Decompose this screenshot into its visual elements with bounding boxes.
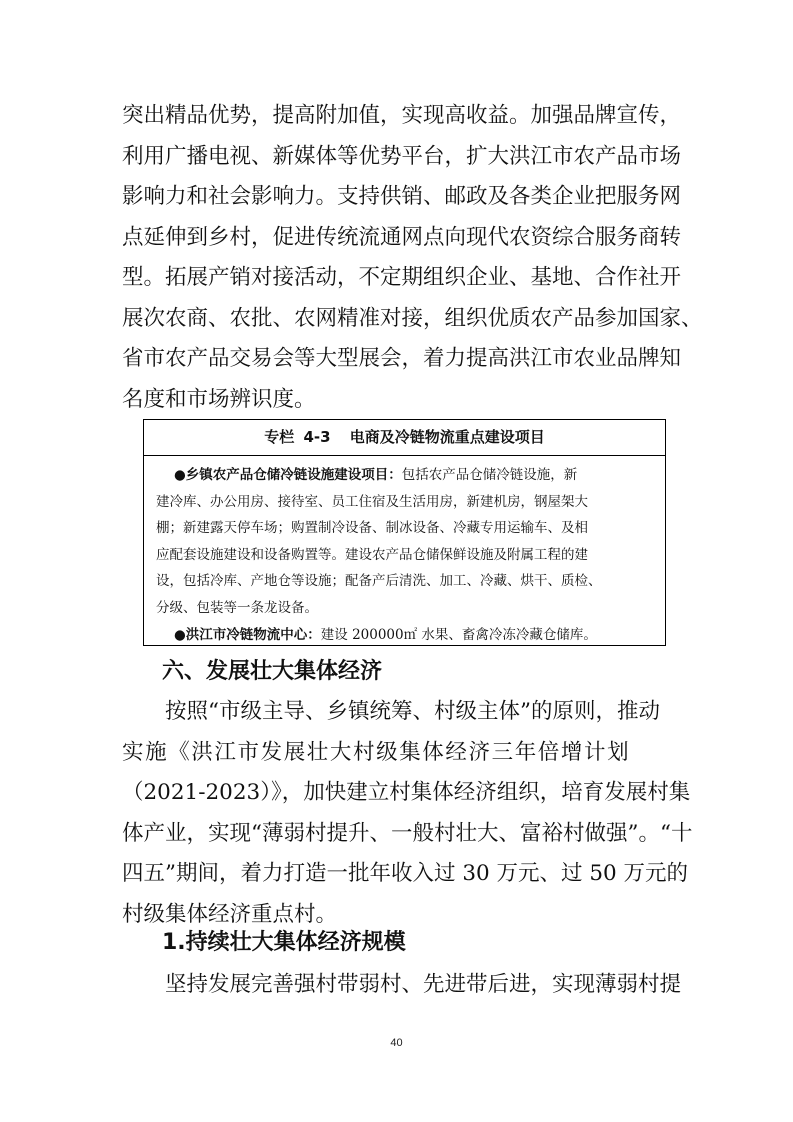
project-item-line: 建冷库、办公用房、接待室、员工住宿及生活用房，新建机房，钢屋架大 <box>156 493 588 510</box>
text-line: 点延伸到乡村，促进传统流通网点向现代农资综合服务商转 <box>122 224 682 250</box>
project-item-second <box>156 622 655 649</box>
text-line: 突出精品优势，提高附加值，实现高收益。加强品牌宣传， <box>122 103 682 128</box>
project-item-line: 应配套设施建设和设备购置等。建设农产品仓储保鲜设施及附属工程的建 <box>156 546 588 563</box>
paragraph-collective-economy <box>122 692 693 935</box>
paragraph-strong-village <box>122 965 682 1006</box>
page-number: 40 <box>390 1037 403 1049</box>
project-item-label: ●乡镇农产品仓储冷链设施建设项目： <box>174 467 402 483</box>
project-item-line: 棚；新建露天停车场；购置制冷设备、制冰设备、冷藏专用运输车、及相 <box>156 520 588 537</box>
text-line: 村级集体经济重点村。 <box>122 901 338 927</box>
text-line: 实施《洪江市发展壮大村级集体经济三年倍增计划 <box>122 739 631 765</box>
project-item-first-line <box>156 462 655 489</box>
text-line: 型。拓展产销对接活动，不定期组织企业、基地、合作社开 <box>122 265 682 290</box>
project-item-text: 包括农产品仓储冷链设施，新 <box>401 467 578 483</box>
column-box-prefix: 专栏 <box>264 428 295 446</box>
text-line: 坚持发展完善强村带弱村、先进带后进，实现薄弱村提 <box>165 972 682 997</box>
project-item-text: 建设 200000㎡ 水果、畜禽冷冻冷藏仓储库。 <box>320 626 597 643</box>
column-box-heading: 电商及冷链物流重点建设项目 <box>349 428 545 446</box>
text-line: （2021-2023）》，加快建立村集体经济组织，培育发展村集 <box>122 780 691 805</box>
project-item-line: 设，包括冷库、产地仓等设施；配备产后清洗、加工、冷藏、烘干、质检、 <box>156 573 602 590</box>
subsection-heading: 1.持续壮大集体经济规模 <box>162 930 406 955</box>
project-item-line: 分级、包装等一条龙设备。 <box>156 599 318 616</box>
text-line: 展次农商、农批、农网精准对接，组织优质农产品参加国家、 <box>122 305 703 331</box>
text-line: 利用广播电视、新媒体等优势平台，扩大洪江市农产品市场 <box>122 143 682 169</box>
column-box-body <box>144 456 665 648</box>
text-line: 按照“市级主导、乡镇统筹、村级主体”的原则，推动 <box>165 699 660 724</box>
column-box-4-3 <box>143 419 666 646</box>
column-box-title <box>144 420 665 456</box>
text-line: 体产业，实现“薄弱村提升、一般村壮大、富裕村做强”。“十 <box>122 820 693 846</box>
section-heading: 六、发展壮大集体经济 <box>162 659 383 684</box>
paragraph-brand-promotion <box>122 96 703 420</box>
text-line: 省市农产品交易会等大型展会，着力提高洪江市农业品牌知 <box>122 346 682 371</box>
column-box-number: 4-3 <box>303 428 331 446</box>
text-line: 四五”期间，着力打造一批年收入过 30 万元、过 50 万元的 <box>122 861 689 886</box>
text-line: 名度和市场辨识度。 <box>122 386 316 412</box>
text-line: 影响力和社会影响力。支持供销、邮政及各类企业把服务网 <box>122 184 682 209</box>
project-item-label: ●洪江市冷链物流中心： <box>174 626 321 643</box>
